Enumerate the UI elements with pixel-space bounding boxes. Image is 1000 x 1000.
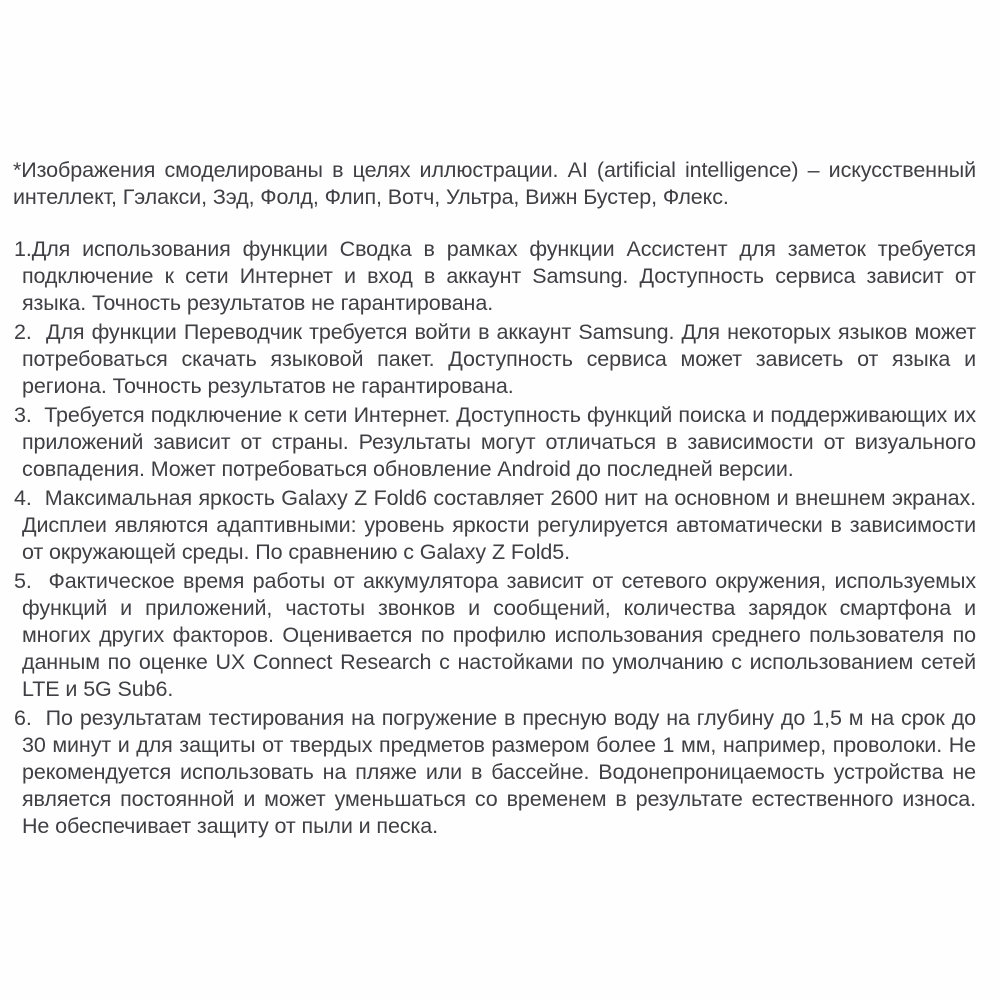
footnote-5: 5. Фактическое время работы от аккумулятора зависит от сетевого окружения, используемых функций и приложений, частоты звонков и сообщений, количества зарядок смартфона и многих других факторов. Оценивается по профилю использования среднего пользователя по данным по оценке UX Connect Research с настойками по умолчанию с использованием сетей LTE и 5G Sub6.: [14, 569, 976, 701]
footnote-4: 4. Максимальная яркость Galaxy Z Fold6 составляет 2600 нит на основном и внешнем экранах. Дисплеи являются адаптивными: уровень яркости регулируется автоматически в зависимости от окружающей среды. По сравнению с Galaxy Z Fold5.: [14, 486, 976, 564]
footnote-2: 2. Для функции Переводчик требуется войти в аккаунт Samsung. Для некоторых языков может потребоваться скачать языковой пакет. Доступность сервиса может зависеть от языка и региона. Точность результатов не гарантирована.: [14, 320, 976, 398]
footnote-3: 3. Требуется подключение к сети Интернет. Доступность функций поиска и поддерживающих их приложений зависит от страны. Результаты могут отличаться в зависимости от визуального совпадения. Может потребоваться обновление Android до последней версии.: [14, 403, 976, 481]
footnote-6: 6. По результатам тестирования на погружение в пресную воду на глубину до 1,5 м на срок до 30 минут и для защиты от твердых предметов размером более 1 мм, например, проволоки. Не рекомендуется использовать на пляже или в бассейне. Водонепроницаемость устройства не является постоянной и может уменьшаться со временем в результате естественного износа. Не обеспечивает защиту от пыли и песка.: [14, 706, 976, 838]
footnote-1: 1.Для использования функции Сводка в рамках функции Ассистент для заметок требуется подключение к сети Интернет и вход в аккаунт Samsung. Доступность сервиса зависит от языка. Точность результатов не гарантирована.: [14, 237, 976, 315]
image-disclaimer-note: *Изображения смоделированы в целях иллюстрации. AI (artificial intelligence) – искусственный интеллект, Гэлакси, Зэд, Фолд, Флип, Вотч, Ультра, Вижн Бустер, Флекс.: [13, 158, 976, 209]
disclaimer-content: [13, 157, 976, 842]
